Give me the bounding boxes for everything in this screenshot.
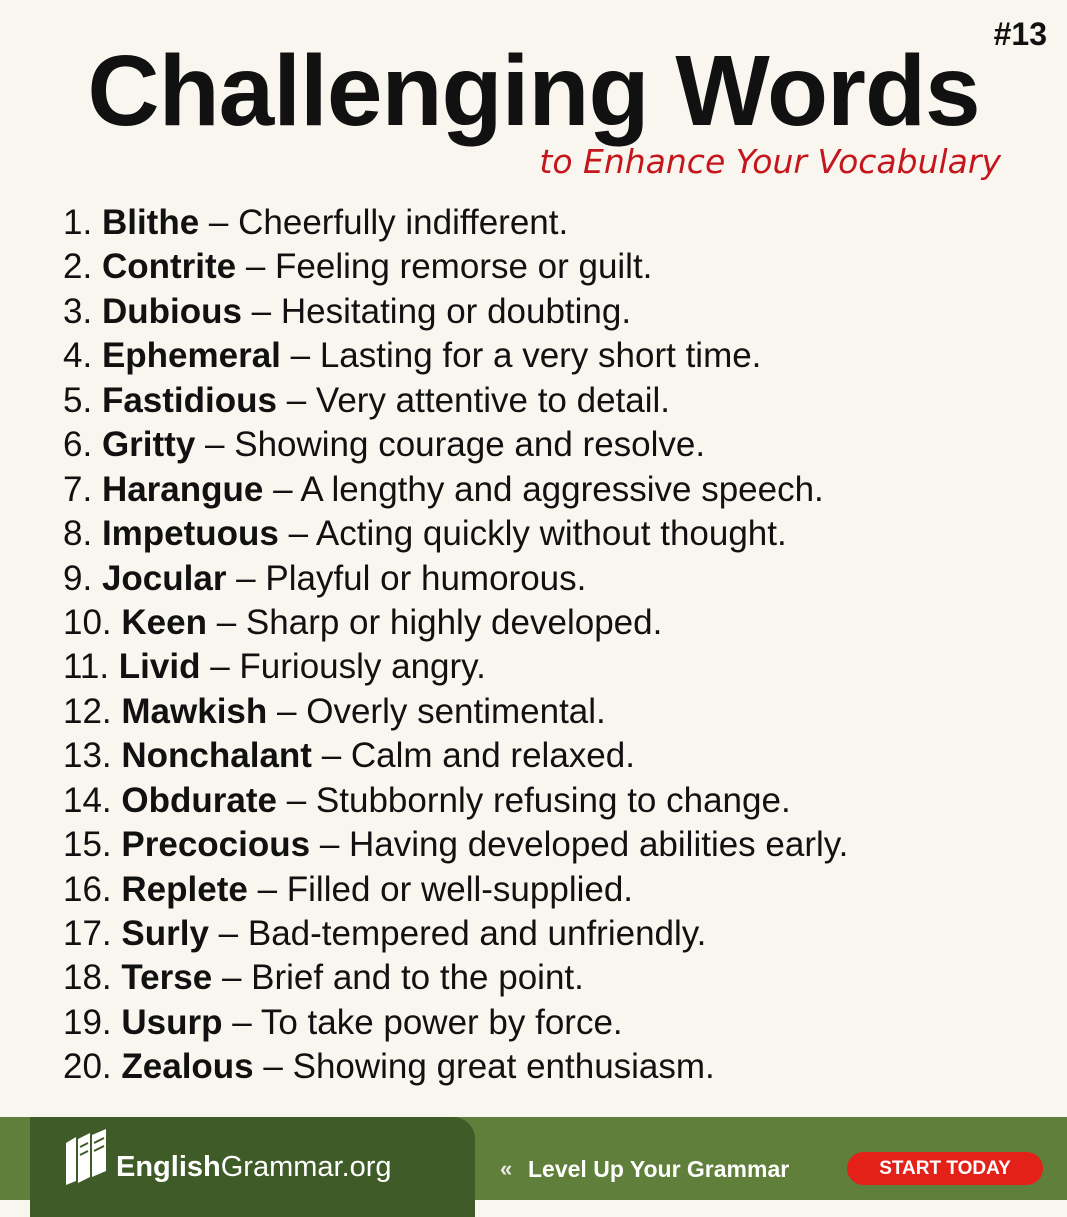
item-number: 18. — [63, 958, 112, 998]
item-number: 8. — [63, 514, 93, 554]
list-item — [63, 468, 848, 512]
vocab-word: Harangue — [101, 469, 264, 509]
definition: To take power by force. — [260, 1002, 623, 1042]
definition: A lengthy and aggressive speech. — [300, 469, 824, 509]
item-number: 14. — [63, 780, 112, 820]
vocab-word: Impetuous — [101, 514, 279, 554]
list-item — [63, 201, 848, 245]
dash-separator: – — [221, 958, 242, 998]
item-number: 19. — [63, 1002, 112, 1042]
list-item — [63, 245, 848, 289]
vocab-word: Livid — [118, 647, 201, 687]
item-number: 12. — [63, 691, 112, 731]
dash-separator: – — [232, 1002, 252, 1042]
dash-separator: – — [245, 247, 266, 287]
list-item — [63, 1045, 848, 1089]
vocab-word: Dubious — [101, 291, 242, 331]
definition: Showing great enthusiasm. — [292, 1047, 715, 1087]
list-item — [63, 601, 848, 645]
list-item — [63, 645, 848, 689]
vocab-word: Precocious — [121, 825, 311, 865]
list-item — [63, 734, 848, 778]
list-item — [63, 557, 848, 601]
dash-separator: – — [218, 914, 239, 953]
definition: Lasting for a very short time. — [319, 336, 762, 376]
item-number: 7. — [63, 469, 93, 509]
item-number: 9. — [63, 558, 93, 598]
issue-number: #13 — [993, 16, 1047, 52]
item-number: 20. — [63, 1047, 112, 1087]
definition: Furiously angry. — [239, 647, 486, 687]
vocab-word: Fastidious — [101, 380, 277, 420]
word-list — [63, 201, 848, 1090]
item-number: 17. — [63, 914, 112, 953]
definition: Sharp or highly developed. — [245, 602, 663, 642]
definition: Hesitating or doubting. — [280, 291, 632, 331]
dash-separator: – — [257, 869, 278, 909]
definition: Cheerfully indifferent. — [238, 203, 569, 242]
page-subtitle: to Enhance Your Vocabulary — [539, 142, 1001, 181]
item-number: 3. — [63, 291, 93, 331]
definition: Brief and to the point. — [251, 958, 584, 998]
vocab-word: Obdurate — [121, 780, 277, 820]
list-item — [63, 956, 848, 1000]
brand-name-bold: English — [116, 1151, 221, 1183]
definition: Filled or well-supplied. — [286, 869, 634, 909]
item-number: 13. — [63, 736, 112, 776]
double-chevron-left-icon: « — [500, 1156, 513, 1181]
list-item — [63, 1001, 848, 1045]
dash-separator: – — [210, 647, 230, 687]
item-number: 10. — [63, 602, 112, 642]
dash-separator: – — [205, 425, 225, 465]
definition: Showing courage and resolve. — [234, 425, 706, 465]
item-number: 6. — [63, 425, 93, 465]
item-number: 2. — [63, 247, 93, 287]
definition: Overly sentimental. — [306, 691, 606, 731]
item-number: 4. — [63, 336, 93, 376]
definition: Having developed abilities early. — [349, 825, 849, 865]
definition: Playful or humorous. — [265, 558, 587, 598]
item-number: 5. — [63, 380, 93, 420]
vocab-word: Contrite — [101, 247, 237, 287]
dash-separator: – — [321, 736, 342, 776]
list-item — [63, 912, 848, 956]
vocab-word: Jocular — [101, 558, 227, 598]
start-today-button[interactable]: START TODAY — [847, 1152, 1043, 1185]
list-item — [63, 379, 848, 423]
dash-separator: – — [208, 203, 229, 242]
vocab-word: Keen — [121, 602, 207, 642]
list-item — [63, 334, 848, 378]
brand-name — [116, 1151, 392, 1184]
vocab-word: Zealous — [121, 1047, 254, 1087]
footer-bar — [0, 1117, 1067, 1200]
item-number: 16. — [63, 869, 112, 909]
brand-name-rest: Grammar.org — [220, 1151, 392, 1183]
dash-separator: – — [236, 558, 256, 598]
vocab-word: Gritty — [101, 425, 196, 465]
dash-separator: – — [288, 514, 309, 554]
item-number: 11. — [63, 647, 110, 687]
book-stack-icon — [62, 1129, 112, 1185]
list-item — [63, 423, 848, 467]
slogan-text: Level Up Your Grammar — [528, 1156, 790, 1182]
page-title: Challenging Words — [87, 35, 980, 147]
definition: Acting quickly without thought. — [315, 514, 787, 554]
item-number: 15. — [63, 825, 112, 865]
list-item — [63, 779, 848, 823]
dash-separator: – — [216, 602, 237, 642]
vocab-word: Nonchalant — [121, 736, 312, 776]
dash-separator: – — [251, 291, 272, 331]
definition: Calm and relaxed. — [350, 736, 635, 776]
vocab-word: Replete — [121, 869, 248, 909]
list-item — [63, 290, 848, 334]
vocab-word: Surly — [121, 914, 209, 953]
dash-separator: – — [273, 469, 293, 509]
vocab-word: Terse — [121, 958, 213, 998]
item-number: 1. — [63, 203, 93, 242]
list-item — [63, 512, 848, 556]
definition: Feeling remorse or guilt. — [275, 247, 653, 287]
dash-separator: – — [277, 691, 297, 731]
vocab-word: Mawkish — [121, 691, 268, 731]
dash-separator: – — [286, 380, 307, 420]
definition: Stubbornly refusing to change. — [315, 780, 791, 820]
dash-separator: – — [286, 780, 307, 820]
dash-separator: – — [319, 825, 340, 865]
list-item — [63, 823, 848, 867]
brand-tab[interactable] — [30, 1117, 475, 1217]
dash-separator: – — [290, 336, 311, 376]
vocab-word: Blithe — [101, 203, 200, 242]
list-item — [63, 690, 848, 734]
list-item — [63, 868, 848, 912]
dash-separator: – — [263, 1047, 283, 1087]
vocab-word: Ephemeral — [101, 336, 281, 376]
definition: Very attentive to detail. — [315, 380, 671, 420]
vocab-word: Usurp — [121, 1002, 223, 1042]
definition: Bad-tempered and unfriendly. — [247, 914, 707, 953]
